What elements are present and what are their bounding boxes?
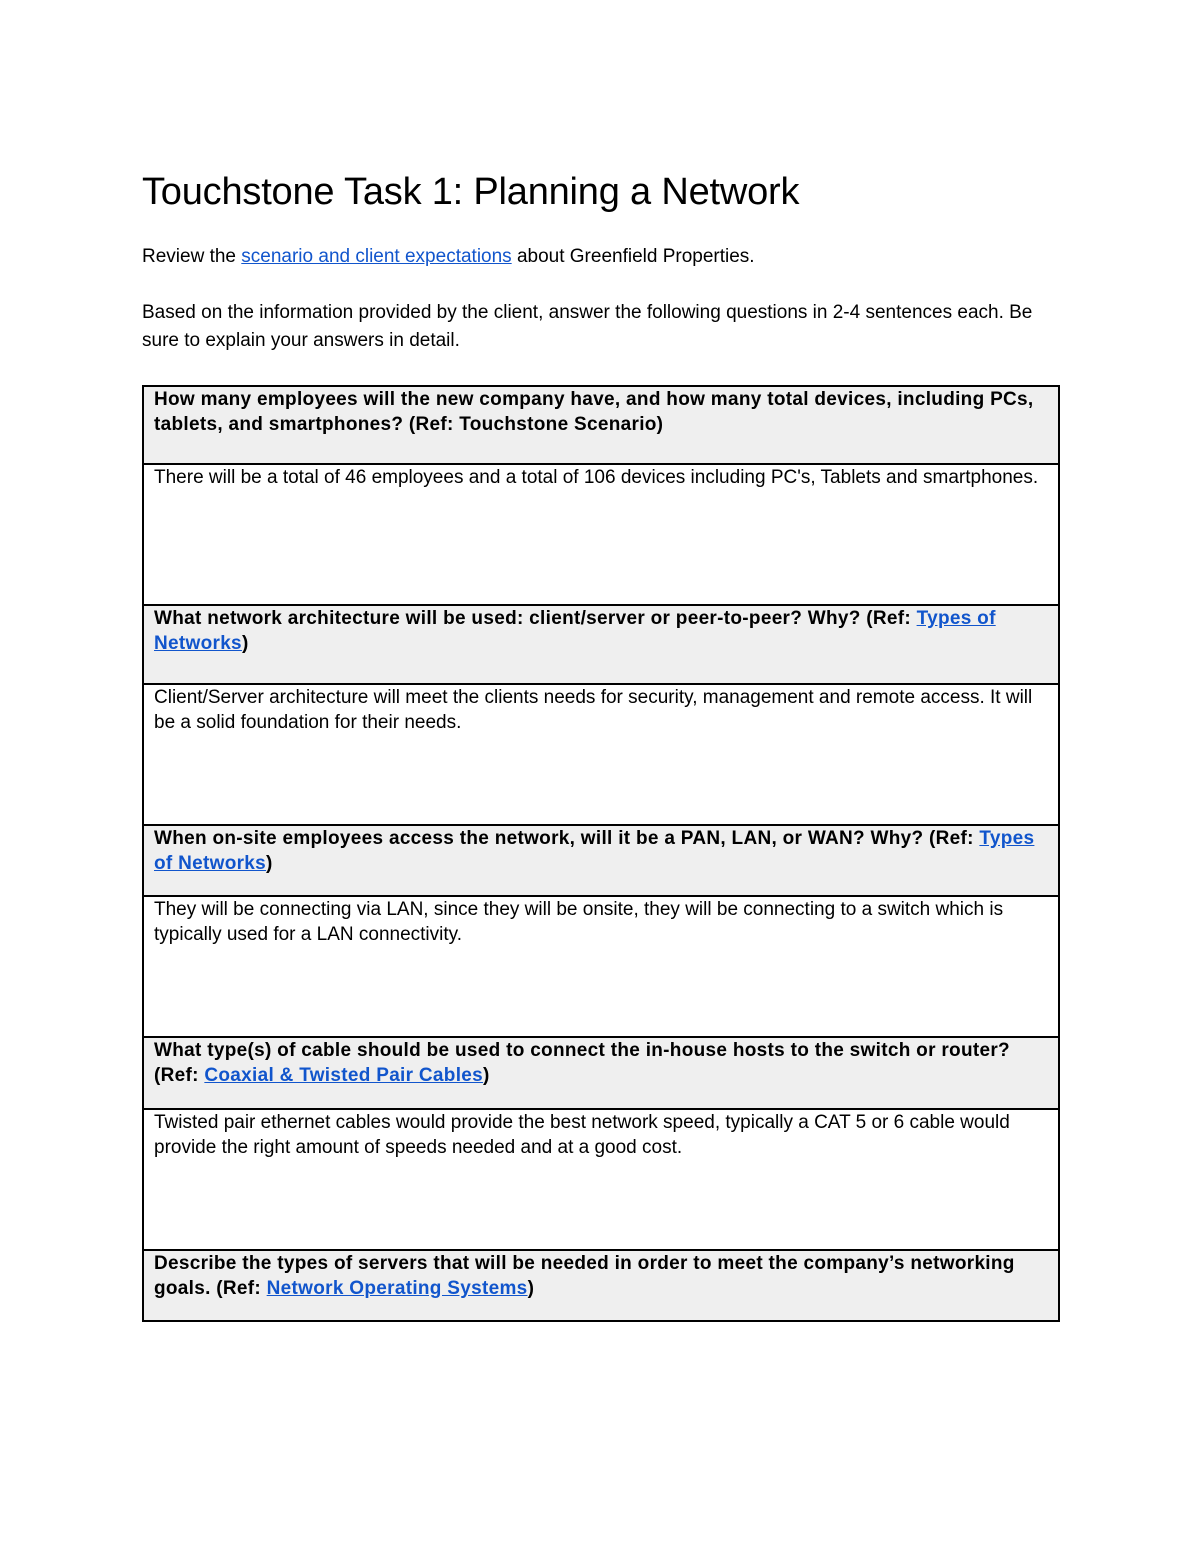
answer-cell-4[interactable]: Twisted pair ethernet cables would provide the best network speed, typically a CAT 5 or 6 cable would provide the right amount of speeds needed and at a good cost. bbox=[143, 1109, 1059, 1250]
question-suffix: ) bbox=[527, 1278, 535, 1299]
intro-review-prefix: Review the bbox=[142, 246, 242, 267]
scenario-link[interactable]: scenario and client expectations bbox=[241, 246, 512, 267]
question-row bbox=[143, 386, 1059, 464]
question-cell-5 bbox=[143, 1250, 1059, 1321]
question-row bbox=[143, 1037, 1059, 1109]
question-row bbox=[143, 605, 1059, 684]
coaxial-twisted-pair-link[interactable]: Coaxial & Twisted Pair Cables bbox=[204, 1065, 484, 1086]
question-answer-table bbox=[142, 385, 1060, 1322]
answer-row bbox=[143, 684, 1059, 825]
question-text: What network architecture will be used: client/server or peer-to-peer? Why? (Ref: bbox=[154, 608, 917, 629]
intro-review bbox=[142, 243, 1060, 271]
question-row bbox=[143, 825, 1059, 896]
document-body bbox=[142, 168, 1060, 355]
answer-row bbox=[143, 896, 1059, 1037]
answer-row bbox=[143, 464, 1059, 605]
question-cell-4 bbox=[143, 1037, 1059, 1109]
answer-row bbox=[143, 1109, 1059, 1250]
question-text: What type(s) of cable should be used to connect the in-house hosts to the switch or router? (Ref: bbox=[154, 1040, 1010, 1086]
network-operating-systems-link[interactable]: Network Operating Systems bbox=[266, 1278, 528, 1299]
page-title: Touchstone Task 1: Planning a Network bbox=[142, 171, 800, 213]
question-suffix: ) bbox=[483, 1065, 490, 1086]
intro-instructions: Based on the information provided by the client, answer the following questions in 2-4 sentences each. Be sure to explain your answers in detail. bbox=[142, 302, 1033, 351]
question-cell-1: How many employees will the new company have, and how many total devices, including PCs, tablets, and smartphones? (Ref: Touchstone Scenario) bbox=[143, 386, 1059, 464]
answer-cell-2[interactable]: Client/Server architecture will meet the clients needs for security, management and remote access. It will be a solid foundation for their needs. bbox=[143, 684, 1059, 825]
question-text: When on-site employees access the network, will it be a PAN, LAN, or WAN? Why? (Ref: bbox=[154, 828, 980, 849]
answer-cell-1[interactable]: There will be a total of 46 employees and a total of 106 devices including PC's, Tablets and smartphones. bbox=[143, 464, 1059, 605]
question-cell-3 bbox=[143, 825, 1059, 896]
answer-cell-3[interactable]: They will be connecting via LAN, since they will be onsite, they will be connecting to a switch which is typically used for a LAN connectivity. bbox=[143, 896, 1059, 1037]
types-of-networks-link[interactable]: Types of Networks bbox=[154, 608, 996, 654]
question-suffix: ) bbox=[241, 633, 249, 654]
question-text: Describe the types of servers that will be needed in order to meet the company’s networking goals. (Ref: bbox=[154, 1253, 1015, 1299]
question-suffix: ) bbox=[266, 853, 273, 874]
types-of-networks-link[interactable]: Types of Networks bbox=[154, 828, 1035, 874]
question-row bbox=[143, 1250, 1059, 1321]
question-cell-2 bbox=[143, 605, 1059, 684]
intro-review-suffix: about Greenfield Properties. bbox=[511, 246, 755, 267]
